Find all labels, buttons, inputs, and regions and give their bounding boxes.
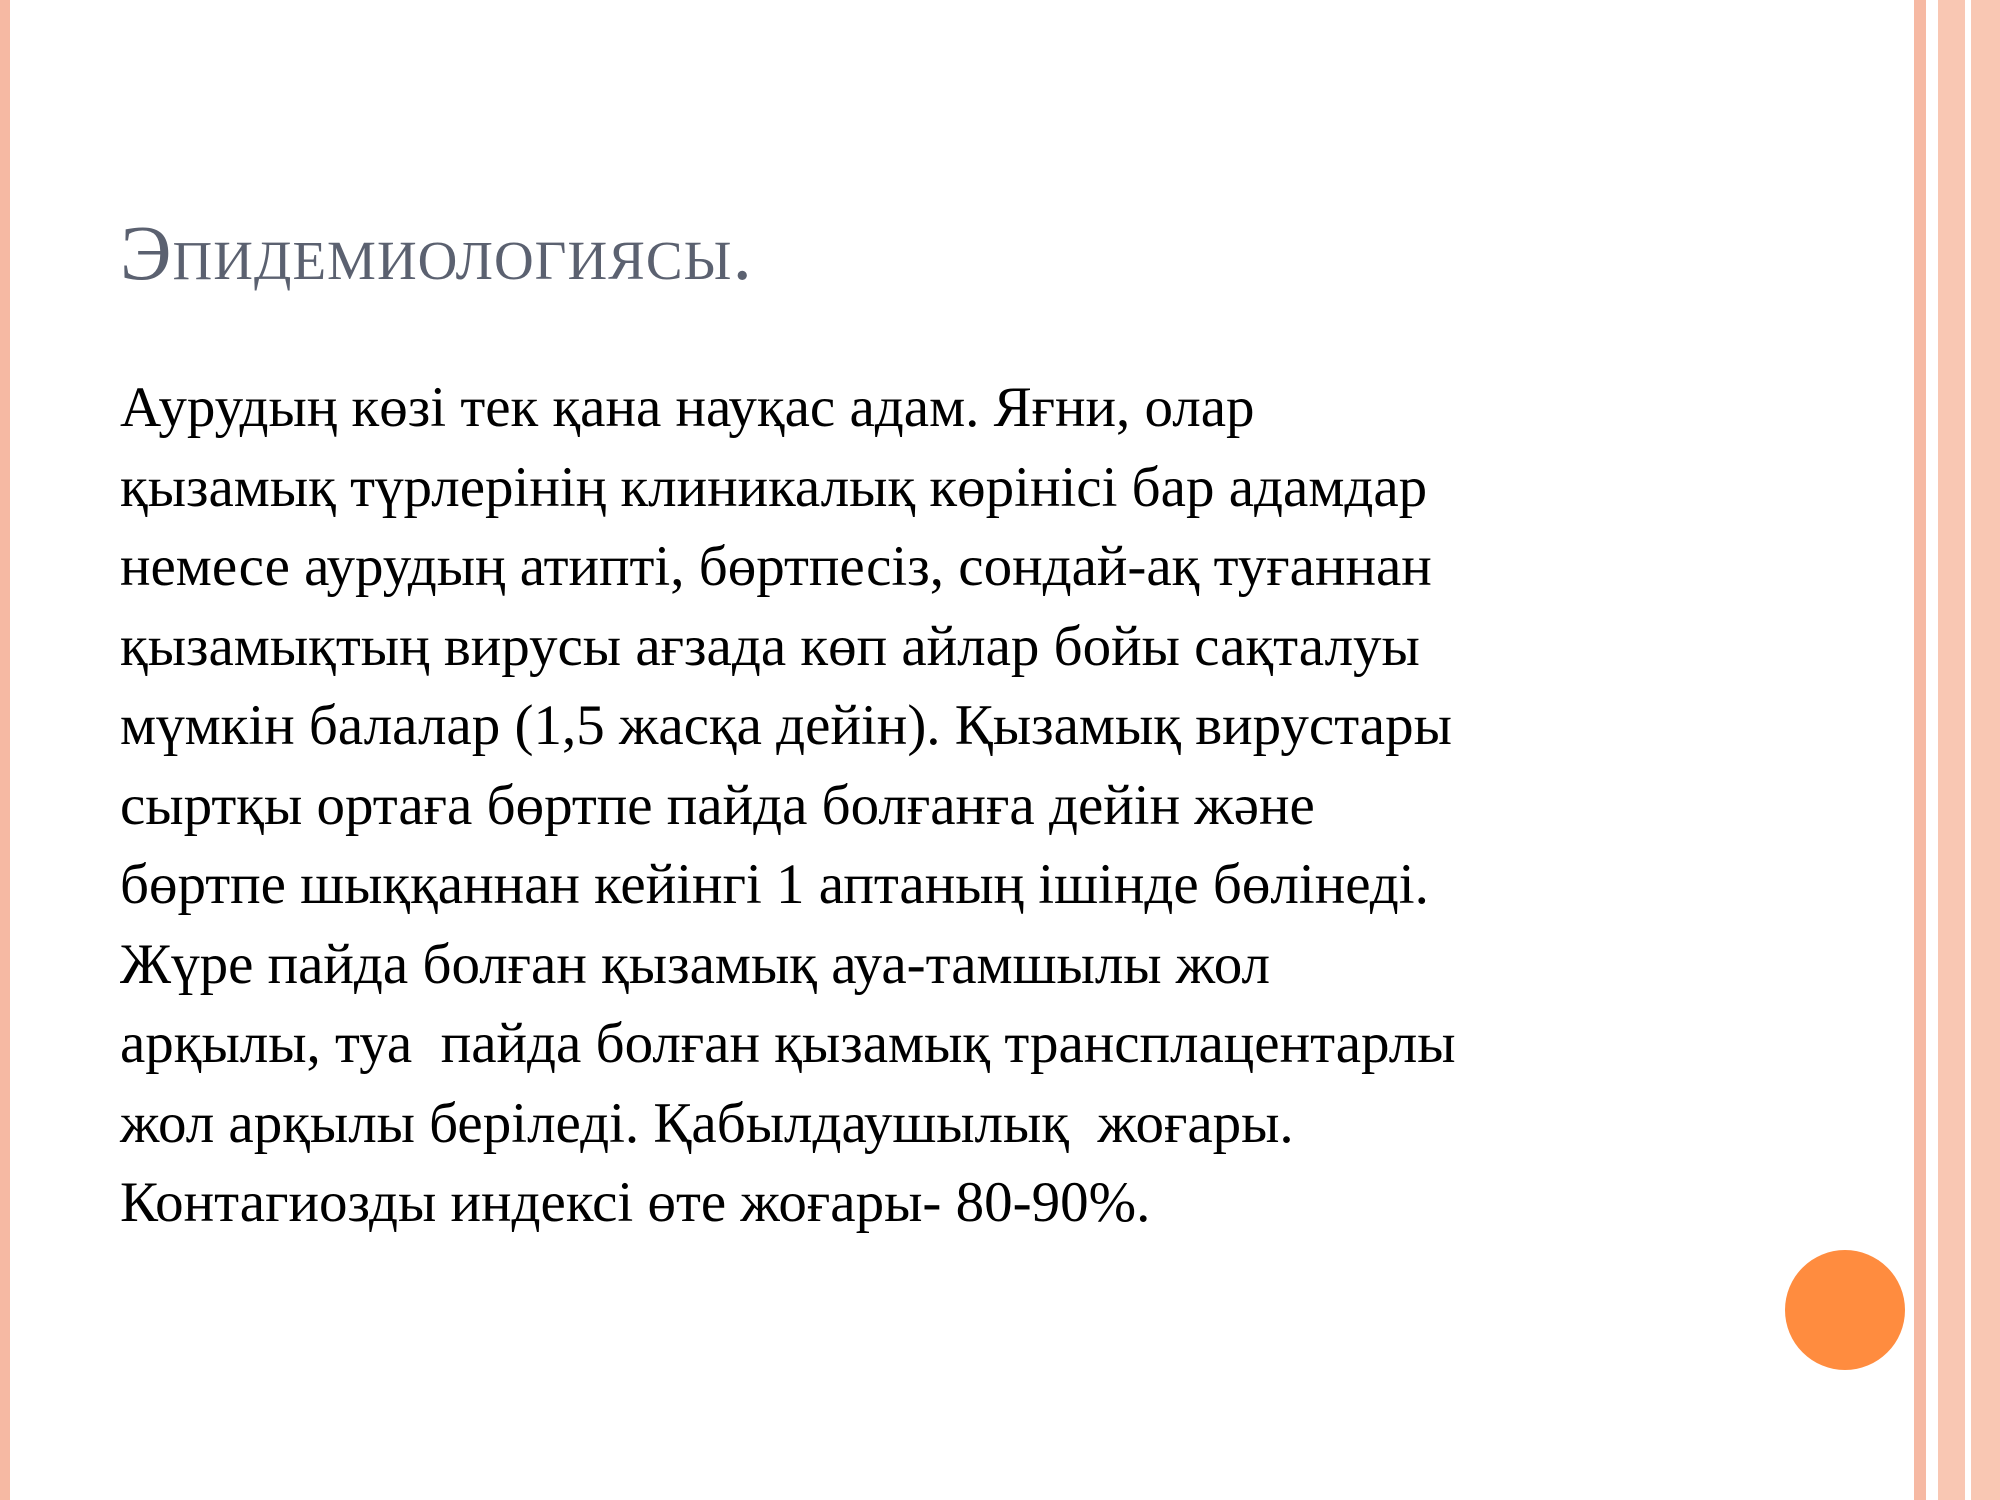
left-border-stripe — [0, 0, 10, 1500]
body-line: Жүре пайда болған қызамық ауа-тамшылы жол — [120, 932, 1270, 996]
body-line: Контагиозды индексі өте жоғары- 80-90%. — [120, 1171, 1151, 1234]
right-border-band — [1938, 0, 1965, 1500]
slide-title: Эпидемиологиясы. — [120, 209, 754, 296]
body-line: қызамық түрлерінің клиникалық көрінісі бар адамдар — [120, 455, 1428, 519]
body-line: бөртпе шыққаннан кейінгі 1 аптаның ішінде бөлінеді. — [120, 853, 1429, 916]
right-border-gap — [1926, 0, 1938, 1500]
body-line: мүмкін балалар (1,5 жасқа дейін). Қызамық вирустары — [120, 694, 1452, 757]
orange-circle-decoration — [1785, 1250, 1905, 1370]
body-line: қызамықтың вирусы ағзада көп айлар бойы сақталуы — [120, 614, 1420, 678]
body-line: Аурудың көзі тек қана науқас адам. Яғни, олар — [120, 376, 1255, 439]
right-border-band-outer — [1971, 0, 2000, 1500]
body-line: немесе аурудың атипті, бөртпесіз, сондай-ақ туғаннан — [120, 535, 1432, 598]
body-line: арқылы, туа пайда болған қызамық трансплацентарлы — [120, 1012, 1456, 1075]
right-border-stripe — [1914, 0, 1926, 1500]
body-line: сыртқы ортаға бөртпе пайда болғанға дейін және — [120, 773, 1315, 837]
body-line: жол арқылы беріледі. Қабылдаушылық жоғары. — [120, 1091, 1294, 1155]
slide-body-text — [120, 368, 1860, 1243]
